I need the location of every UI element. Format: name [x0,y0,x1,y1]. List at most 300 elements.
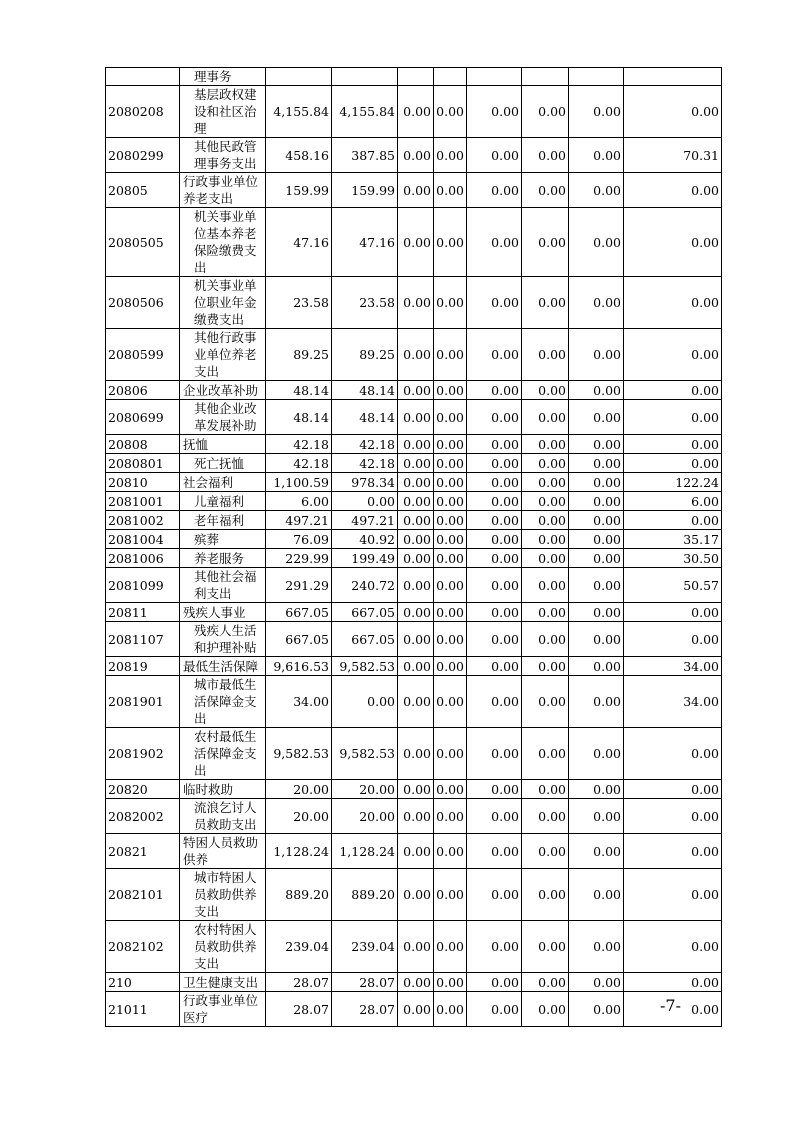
table-row [106,992,722,1027]
subject-code-cell: 2080506 [106,277,180,329]
subject-code-cell: 20810 [106,473,180,492]
amount-cell: 0.00 [398,530,434,549]
table-row [106,622,722,657]
amount-cell: 0.00 [467,138,522,173]
amount-cell: 0.00 [434,473,467,492]
amount-cell: 0.00 [569,834,624,869]
amount-cell: 0.00 [522,511,569,530]
amount-cell: 0.00 [522,473,569,492]
amount-cell: 0.00 [398,329,434,381]
amount-cell: 0.00 [522,381,569,400]
amount-cell: 0.00 [434,208,467,277]
amount-cell: 28.07 [266,992,332,1027]
amount-cell: 34.00 [624,657,722,676]
subject-code-cell: 2081004 [106,530,180,549]
subject-name-cell: 卫生健康支出 [180,973,266,992]
amount-cell: 0.00 [467,208,522,277]
amount-cell: 0.00 [398,400,434,435]
amount-cell: 48.14 [266,381,332,400]
amount-cell: 0.00 [624,728,722,780]
table-row [106,973,722,992]
amount-cell: 0.00 [467,921,522,973]
amount-cell: 47.16 [266,208,332,277]
amount-cell [624,68,722,86]
amount-cell: 0.00 [398,381,434,400]
amount-cell: 0.00 [434,381,467,400]
amount-cell: 0.00 [398,277,434,329]
amount-cell: 0.00 [624,921,722,973]
amount-cell: 0.00 [569,799,624,834]
subject-name-cell: 其他社会福利支出 [180,568,266,603]
subject-name-cell: 老年福利 [180,511,266,530]
table-row [106,799,722,834]
amount-cell: 0.00 [398,435,434,454]
amount-cell: 0.00 [569,511,624,530]
amount-cell [569,68,624,86]
amount-cell: 0.00 [467,530,522,549]
amount-cell: 0.00 [569,992,624,1027]
amount-cell: 0.00 [569,530,624,549]
amount-cell: 0.00 [569,973,624,992]
amount-cell: 0.00 [467,568,522,603]
amount-cell: 0.00 [624,86,722,138]
amount-cell: 0.00 [467,511,522,530]
amount-cell: 0.00 [434,492,467,511]
amount-cell: 0.00 [467,622,522,657]
amount-cell: 0.00 [522,799,569,834]
subject-name-cell: 农村最低生活保障金支出 [180,728,266,780]
amount-cell: 0.00 [522,780,569,799]
amount-cell: 0.00 [569,400,624,435]
amount-cell: 0.00 [522,138,569,173]
amount-cell: 0.00 [522,568,569,603]
amount-cell: 0.00 [434,400,467,435]
subject-name-cell: 最低生活保障 [180,657,266,676]
page-number: -7- [660,996,681,1015]
amount-cell: 0.00 [434,454,467,473]
table-row [106,530,722,549]
amount-cell: 20.00 [266,780,332,799]
amount-cell: 0.00 [624,277,722,329]
amount-cell: 0.00 [434,992,467,1027]
amount-cell: 0.00 [467,277,522,329]
amount-cell: 0.00 [434,511,467,530]
subject-code-cell: 2080801 [106,454,180,473]
amount-cell: 0.00 [522,869,569,921]
amount-cell: 20.00 [332,780,398,799]
table-row [106,435,722,454]
amount-cell: 42.18 [266,454,332,473]
amount-cell: 4,155.84 [266,86,332,138]
amount-cell: 1,128.24 [332,834,398,869]
amount-cell: 0.00 [569,473,624,492]
subject-name-cell: 理事务 [180,68,266,86]
subject-code-cell: 2081001 [106,492,180,511]
amount-cell: 0.00 [624,329,722,381]
amount-cell: 0.00 [467,603,522,622]
amount-cell: 0.00 [569,138,624,173]
amount-cell: 48.14 [332,381,398,400]
amount-cell: 0.00 [398,921,434,973]
subject-name-cell: 残疾人生活和护理补贴 [180,622,266,657]
amount-cell: 50.57 [624,568,722,603]
amount-cell: 1,128.24 [266,834,332,869]
amount-cell [398,68,434,86]
table-row [106,780,722,799]
amount-cell: 0.00 [522,86,569,138]
amount-cell: 0.00 [467,86,522,138]
amount-cell: 0.00 [522,173,569,208]
amount-cell: 34.00 [266,676,332,728]
amount-cell: 0.00 [467,173,522,208]
amount-cell: 0.00 [398,657,434,676]
amount-cell: 0.00 [569,435,624,454]
subject-name-cell: 其他民政管理事务支出 [180,138,266,173]
subject-code-cell: 20820 [106,780,180,799]
amount-cell: 9,616.53 [266,657,332,676]
amount-cell: 667.05 [332,622,398,657]
amount-cell: 978.34 [332,473,398,492]
amount-cell: 0.00 [522,622,569,657]
amount-cell: 889.20 [266,869,332,921]
amount-cell: 35.17 [624,530,722,549]
amount-cell: 0.00 [624,511,722,530]
amount-cell: 122.24 [624,473,722,492]
amount-cell: 9,582.53 [332,657,398,676]
amount-cell: 0.00 [398,473,434,492]
amount-cell: 0.00 [522,921,569,973]
amount-cell: 0.00 [467,381,522,400]
amount-cell: 0.00 [624,992,722,1027]
amount-cell: 240.72 [332,568,398,603]
amount-cell: 0.00 [434,657,467,676]
subject-name-cell: 行政事业单位医疗 [180,992,266,1027]
amount-cell: 0.00 [624,799,722,834]
amount-cell: 159.99 [266,173,332,208]
table-row [106,277,722,329]
amount-cell: 0.00 [467,973,522,992]
amount-cell: 0.00 [398,992,434,1027]
amount-cell: 23.58 [266,277,332,329]
subject-name-cell: 机关事业单位基本养老保险缴费支出 [180,208,266,277]
subject-code-cell: 2080299 [106,138,180,173]
amount-cell: 0.00 [398,208,434,277]
table-row [106,381,722,400]
amount-cell: 0.00 [522,530,569,549]
amount-cell: 0.00 [624,603,722,622]
amount-cell: 0.00 [434,973,467,992]
amount-cell: 0.00 [569,86,624,138]
amount-cell: 0.00 [434,622,467,657]
subject-code-cell: 2080505 [106,208,180,277]
amount-cell: 0.00 [522,992,569,1027]
amount-cell: 0.00 [398,173,434,208]
table-row [106,138,722,173]
table-row [106,603,722,622]
subject-code-cell [106,68,180,86]
subject-code-cell: 20808 [106,435,180,454]
amount-cell: 0.00 [398,799,434,834]
amount-cell: 0.00 [522,329,569,381]
amount-cell: 0.00 [569,657,624,676]
amount-cell: 0.00 [434,568,467,603]
amount-cell: 0.00 [569,329,624,381]
amount-cell: 28.07 [266,973,332,992]
subject-code-cell: 2082002 [106,799,180,834]
amount-cell: 0.00 [569,728,624,780]
amount-cell: 0.00 [434,86,467,138]
amount-cell: 0.00 [434,549,467,568]
amount-cell: 0.00 [467,676,522,728]
amount-cell: 0.00 [569,454,624,473]
table-row [106,492,722,511]
subject-name-cell: 特困人员救助供养 [180,834,266,869]
amount-cell: 0.00 [624,381,722,400]
amount-cell: 20.00 [332,799,398,834]
table-row [106,208,722,277]
amount-cell: 1,100.59 [266,473,332,492]
table-body [106,68,722,1027]
amount-cell: 458.16 [266,138,332,173]
subject-code-cell: 20821 [106,834,180,869]
amount-cell: 34.00 [624,676,722,728]
amount-cell: 0.00 [624,622,722,657]
amount-cell: 0.00 [522,834,569,869]
subject-name-cell: 流浪乞讨人员救助支出 [180,799,266,834]
amount-cell: 0.00 [434,138,467,173]
amount-cell: 0.00 [569,549,624,568]
amount-cell: 0.00 [398,138,434,173]
amount-cell: 291.29 [266,568,332,603]
amount-cell: 76.09 [266,530,332,549]
subject-name-cell: 基层政权建设和社区治理 [180,86,266,138]
subject-code-cell: 2082101 [106,869,180,921]
amount-cell: 0.00 [522,454,569,473]
amount-cell: 42.18 [332,435,398,454]
subject-code-cell: 2080699 [106,400,180,435]
amount-cell: 70.31 [624,138,722,173]
amount-cell: 0.00 [434,676,467,728]
amount-cell: 0.00 [398,568,434,603]
amount-cell: 0.00 [624,454,722,473]
amount-cell: 0.00 [434,603,467,622]
table-row [106,473,722,492]
subject-code-cell: 2081901 [106,676,180,728]
subject-code-cell: 20806 [106,381,180,400]
subject-code-cell: 21011 [106,992,180,1027]
amount-cell: 6.00 [266,492,332,511]
amount-cell: 0.00 [467,657,522,676]
subject-code-cell: 20805 [106,173,180,208]
amount-cell: 28.07 [332,992,398,1027]
amount-cell: 239.04 [266,921,332,973]
table-row [106,400,722,435]
amount-cell: 0.00 [467,834,522,869]
table-row [106,454,722,473]
amount-cell [266,68,332,86]
amount-cell: 667.05 [266,622,332,657]
amount-cell: 0.00 [398,511,434,530]
amount-cell: 0.00 [467,799,522,834]
amount-cell: 0.00 [522,657,569,676]
subject-name-cell: 临时救助 [180,780,266,799]
amount-cell: 0.00 [398,728,434,780]
subject-name-cell: 其他行政事业单位养老支出 [180,329,266,381]
subject-name-cell: 养老服务 [180,549,266,568]
amount-cell: 48.14 [332,400,398,435]
subject-code-cell: 2081099 [106,568,180,603]
amount-cell: 0.00 [624,208,722,277]
amount-cell: 667.05 [266,603,332,622]
table-row [106,728,722,780]
amount-cell: 0.00 [522,492,569,511]
amount-cell: 0.00 [467,473,522,492]
subject-code-cell: 2080208 [106,86,180,138]
amount-cell: 0.00 [398,780,434,799]
subject-code-cell: 2080599 [106,329,180,381]
amount-cell: 0.00 [434,530,467,549]
amount-cell: 0.00 [398,973,434,992]
amount-cell: 42.18 [266,435,332,454]
amount-cell: 0.00 [434,435,467,454]
amount-cell: 0.00 [522,277,569,329]
amount-cell: 9,582.53 [266,728,332,780]
amount-cell: 497.21 [332,511,398,530]
subject-name-cell: 残疾人事业 [180,603,266,622]
amount-cell: 0.00 [332,492,398,511]
table-row [106,86,722,138]
subject-code-cell: 20811 [106,603,180,622]
amount-cell: 0.00 [434,780,467,799]
amount-cell: 0.00 [467,549,522,568]
amount-cell: 0.00 [569,921,624,973]
amount-cell: 0.00 [624,400,722,435]
subject-code-cell: 2081006 [106,549,180,568]
amount-cell: 47.16 [332,208,398,277]
amount-cell: 9,582.53 [332,728,398,780]
amount-cell: 89.25 [332,329,398,381]
amount-cell: 0.00 [434,799,467,834]
amount-cell: 0.00 [434,834,467,869]
amount-cell: 0.00 [398,454,434,473]
amount-cell: 0.00 [434,921,467,973]
amount-cell: 0.00 [467,869,522,921]
table-row [106,68,722,86]
amount-cell: 0.00 [569,381,624,400]
amount-cell: 0.00 [522,435,569,454]
amount-cell: 0.00 [398,834,434,869]
subject-code-cell: 20819 [106,657,180,676]
amount-cell: 0.00 [398,86,434,138]
table-row [106,834,722,869]
subject-name-cell: 儿童福利 [180,492,266,511]
subject-code-cell: 2081002 [106,511,180,530]
amount-cell: 0.00 [398,869,434,921]
amount-cell [332,68,398,86]
subject-name-cell: 机关事业单位职业年金缴费支出 [180,277,266,329]
amount-cell: 0.00 [569,173,624,208]
table-row [106,657,722,676]
amount-cell: 4,155.84 [332,86,398,138]
subject-code-cell: 2081902 [106,728,180,780]
amount-cell: 199.49 [332,549,398,568]
amount-cell: 0.00 [434,869,467,921]
subject-name-cell: 其他企业改革发展补助 [180,400,266,435]
amount-cell: 0.00 [522,973,569,992]
amount-cell: 0.00 [624,780,722,799]
subject-name-cell: 社会福利 [180,473,266,492]
amount-cell: 0.00 [569,568,624,603]
amount-cell [434,68,467,86]
amount-cell: 0.00 [569,603,624,622]
amount-cell: 28.07 [332,973,398,992]
amount-cell: 89.25 [266,329,332,381]
subject-name-cell: 企业改革补助 [180,381,266,400]
table-row [106,921,722,973]
amount-cell: 0.00 [569,869,624,921]
amount-cell: 23.58 [332,277,398,329]
subject-code-cell: 2082102 [106,921,180,973]
amount-cell: 0.00 [467,400,522,435]
amount-cell: 0.00 [624,869,722,921]
subject-name-cell: 殡葬 [180,530,266,549]
amount-cell: 0.00 [624,173,722,208]
amount-cell: 0.00 [522,208,569,277]
subject-name-cell: 抚恤 [180,435,266,454]
subject-name-cell: 城市特困人员救助供养支出 [180,869,266,921]
amount-cell: 0.00 [624,973,722,992]
amount-cell: 48.14 [266,400,332,435]
amount-cell: 0.00 [569,277,624,329]
amount-cell: 497.21 [266,511,332,530]
table-row [106,173,722,208]
subject-code-cell: 2081107 [106,622,180,657]
table-row [106,549,722,568]
amount-cell [467,68,522,86]
amount-cell: 0.00 [398,492,434,511]
amount-cell: 0.00 [332,676,398,728]
amount-cell: 0.00 [434,728,467,780]
amount-cell: 0.00 [467,492,522,511]
amount-cell: 20.00 [266,799,332,834]
amount-cell: 0.00 [398,676,434,728]
subject-code-cell: 210 [106,973,180,992]
amount-cell: 0.00 [467,992,522,1027]
subject-name-cell: 农村特困人员救助供养支出 [180,921,266,973]
amount-cell: 239.04 [332,921,398,973]
amount-cell: 0.00 [467,454,522,473]
amount-cell: 6.00 [624,492,722,511]
amount-cell: 0.00 [434,173,467,208]
budget-table [105,67,722,1027]
table-row [106,329,722,381]
subject-name-cell: 城市最低生活保障金支出 [180,676,266,728]
amount-cell [522,68,569,86]
amount-cell: 0.00 [624,834,722,869]
amount-cell: 0.00 [398,603,434,622]
amount-cell: 0.00 [398,549,434,568]
amount-cell: 0.00 [569,492,624,511]
amount-cell: 0.00 [522,400,569,435]
table-row [106,676,722,728]
amount-cell: 0.00 [434,277,467,329]
amount-cell: 42.18 [332,454,398,473]
amount-cell: 40.92 [332,530,398,549]
amount-cell: 0.00 [398,622,434,657]
table-row [106,869,722,921]
amount-cell: 0.00 [522,728,569,780]
amount-cell: 0.00 [569,622,624,657]
